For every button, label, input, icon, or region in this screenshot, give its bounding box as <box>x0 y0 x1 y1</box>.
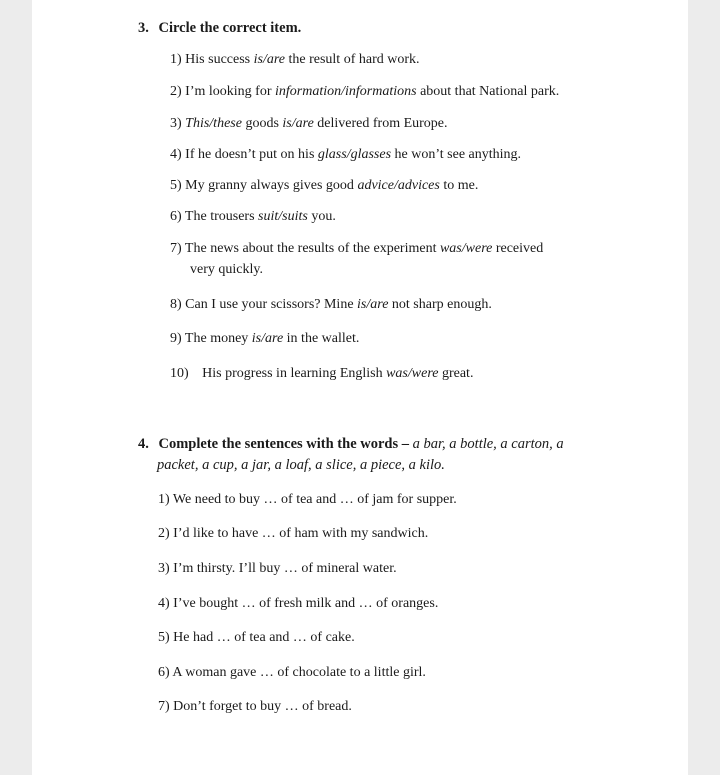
s3-item-1: 1) His success is/are the result of hard work. <box>170 52 420 67</box>
s3-item-9: 9) The money is/are in the wallet. <box>170 331 360 346</box>
s4-item-3: 3) I’m thirsty. I’ll buy … of mineral water. <box>158 561 397 576</box>
s3-item-7-continued: very quickly. <box>190 262 263 277</box>
s3-item-8: 8) Can I use your scissors? Mine is/are not sharp enough. <box>170 297 492 312</box>
s3-item-7: 7) The news about the results of the experiment was/were received <box>170 241 544 256</box>
section-3-title: Circle the correct item. <box>158 20 302 36</box>
choice-option[interactable]: is/are <box>282 116 314 131</box>
section-4-word-list-continued: packet, a cup, a jar, a loaf, a slice, a piece, a kilo. <box>157 457 445 473</box>
choice-option[interactable]: is/are <box>253 52 285 67</box>
s4-item-1: 1) We need to buy … of tea and … of jam for supper. <box>158 492 457 507</box>
s3-item-5: 5) My granny always gives good advice/advices to me. <box>170 178 479 193</box>
section-4-word-list: a bar, a bottle, a carton, a <box>412 436 564 452</box>
section-3-heading <box>138 18 301 38</box>
choice-option[interactable]: advice/advices <box>357 178 440 193</box>
choice-option[interactable]: This/these <box>185 116 242 131</box>
choice-option[interactable]: is/are <box>357 297 389 312</box>
choice-option[interactable]: is/are <box>251 331 284 346</box>
section-3-number: 3. <box>138 20 149 36</box>
section-4-number: 4. <box>138 436 149 452</box>
s4-item-6: 6) A woman gave … of chocolate to a little girl. <box>158 665 426 680</box>
s4-item-4: 4) I’ve bought … of fresh milk and … of oranges. <box>158 596 439 611</box>
section-4-title: Complete the sentences with the words – <box>158 436 413 452</box>
s3-item-3: 3) This/these goods is/are delivered from Europe. <box>170 116 448 131</box>
section-4-heading <box>138 434 564 454</box>
choice-option[interactable]: information/informations <box>275 84 417 99</box>
worksheet-page <box>32 0 688 775</box>
s3-item-4: 4) If he doesn’t put on his glass/glasses he won’t see anything. <box>170 147 522 162</box>
choice-option[interactable]: was/were <box>439 241 493 256</box>
s4-item-7: 7) Don’t forget to buy … of bread. <box>158 699 352 714</box>
choice-option[interactable]: was/were <box>386 366 439 381</box>
s3-item-6: 6) The trousers suit/suits you. <box>170 209 336 224</box>
s4-item-2: 2) I’d like to have … of ham with my sandwich. <box>158 526 429 541</box>
choice-option[interactable]: suit/suits <box>258 209 308 224</box>
s3-item-10: 10) His progress in learning English was/were great. <box>170 366 474 381</box>
choice-option[interactable]: glass/glasses <box>317 147 392 162</box>
s3-item-2: 2) I’m looking for information/informations about that National park. <box>170 84 560 99</box>
s4-item-5: 5) He had … of tea and … of cake. <box>158 630 355 645</box>
